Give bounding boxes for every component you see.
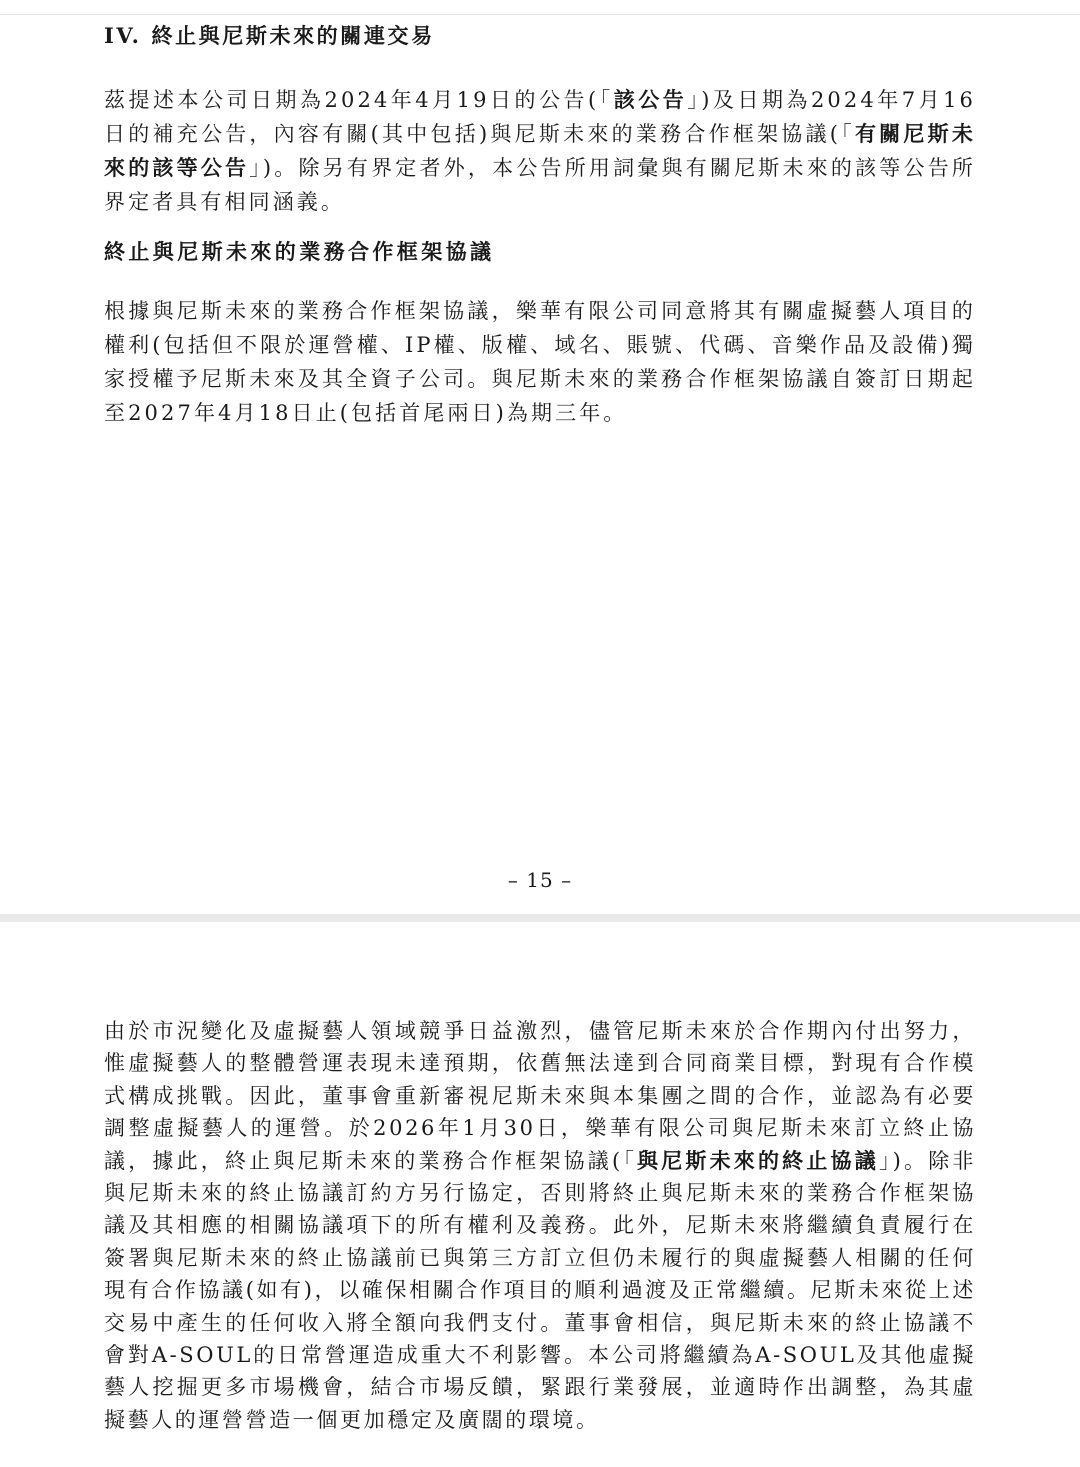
top-edge-line [0,14,1080,15]
section-heading: IV. 終止與尼斯未來的關連交易 [104,23,435,48]
page-divider [0,914,1080,922]
defined-term-termination-agreement: 與尼斯未來的終止協議 [637,1147,879,1173]
intro-text-1: 茲提述本公司日期為2024年4月19日的公告(「 [104,88,614,112]
agreement-paragraph: 根據與尼斯未來的業務合作框架協議，樂華有限公司同意將其有關虛擬藝人項目的權利(包括但不限於運營權、IP權、版權、域名、賬號、代碼、音樂作品及設備)獨家授權予尼斯未來及其全資子公司。與尼斯未來的業務合作框架協議自簽訂日期起至2027年4月18日止(包括首尾兩日)為期三年。 [104,299,976,425]
defined-term-nice-future-announcements: 有關尼斯未來的該等公告 [104,121,976,180]
intro-text-2: 」)及日期為2024年7月16日的補充公告，內容有關(其中包括)與尼斯未來的業務合作框架協議(「 [104,88,976,146]
termination-text-2: 」)。除非與尼斯未來的終止協議訂約方另行協定，否則將終止與尼斯未來的業務合作框架協議及其相應的相關協議項下的所有權利及義務。此外，尼斯未來將繼續負責履行在簽署與尼斯未來的終止協議前已與第三方訂立但仍未履行的與虛擬藝人相關的任何現有合作協議(如有)，以確保相關合作項目的順利過渡及正常繼續。尼斯未來從上述交易中產生的任何收入將全額向我們支付。董事會相信，與尼斯未來的終止協議不會對A-SOUL的日常營運造成重大不利影響。本公司將繼續為A-SOUL及其他虛擬藝人挖掘更多市場機會，結合市場反饋，緊跟行業發展，並適時作出調整，為其虛擬藝人的運營營造一個更加穩定及廣闊的環境。 [104,1148,976,1432]
intro-text-3: 」)。除另有界定者外，本公告所用詞彙與有關尼斯未來的該等公告所界定者具有相同涵義。 [104,156,976,214]
intro-paragraph [104,83,976,219]
defined-term-announcement: 該公告 [613,87,688,112]
subsection-heading: 終止與尼斯未來的業務合作框架協議 [104,239,495,264]
page-number: – 15 – [507,868,573,892]
termination-paragraph [104,1015,976,1436]
termination-text-1: 由於市況變化及虛擬藝人領域競爭日益激烈，儘管尼斯未來於合作期內付出努力，惟虛擬藝人的整體營運表現未達預期，依舊無法達到合同商業目標，對現有合作模式構成挑戰。因此，董事會重新審視尼斯未來與本集團之間的合作，並認為有必要調整虛擬藝人的運營。於2026年1月30日，樂華有限公司與尼斯未來訂立終止協議，據此，終止與尼斯未來的業務合作框架協議(「 [104,1019,976,1173]
